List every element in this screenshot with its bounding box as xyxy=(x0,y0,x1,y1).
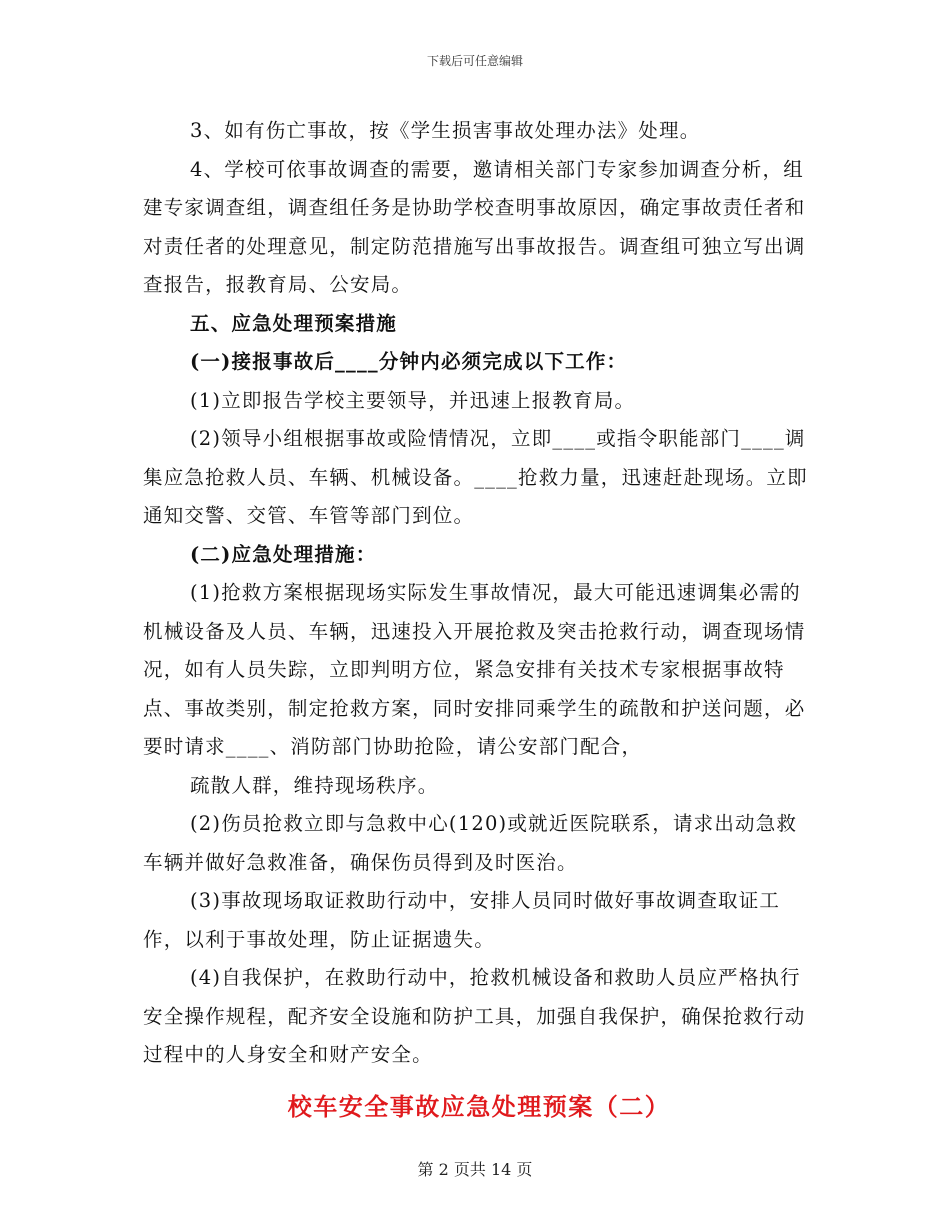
paragraph-self-protection: (4)自我保护，在救助行动中，抢救机械设备和救助人员应严格执行安全操作规程，配齐安全设施和防护工具，加强自我保护，确保抢救行动过程中的人身安全和财产安全。 xyxy=(143,966,806,1066)
page-footer-number: 第 2 页共 14 页 xyxy=(417,1160,533,1179)
paragraph-report-leaders: (1)立即报告学校主要领导，并迅速上报教育局。 xyxy=(190,388,636,412)
paragraph-rescue-plan: (1)抢救方案根据现场实际发生事故情况，最大可能迅速调集必需的机械设备及人员、车辆，迅速投入开展抢救及突击抢救行动，调查现场情况，如有人员失踪，立即判明方位，紧急安排有关技术专家根据事故特点、事故类别，制定抢救方案，同时安排同乘学生的疏散和护送问题，必要时请求____、消防部门协助抢险，请公安部门配合， xyxy=(143,581,806,758)
page-header-note: 下载后可任意编辑 xyxy=(426,54,523,68)
heading-subsection-one: (一)接报事故后____分钟内必须完成以下工作： xyxy=(190,350,628,373)
paragraph-evidence-collection: (3)事故现场取证救助行动中，安排人员同时做好事故调查取证工作，以利于事故处理，防止证据遗失。 xyxy=(143,889,781,951)
paragraph-investigation: 4、学校可依事故调查的需要，邀请相关部门专家参加调查分析，组建专家调查组，调查组任务是协助学校查明事故原因，确定事故责任者和对责任者的处理意见，制定防范措施写出事故报告。调查组可独立写出调查报告，报教育局、公安局。 xyxy=(143,157,806,296)
paragraph-injury-handling: 3、如有伤亡事故，按《学生损害事故处理办法》处理。 xyxy=(190,119,701,142)
paragraph-mobilize-rescue: (2)领导小组根据事故或险情情况，立即____或指令职能部门____调集应急抢救人员、车辆、机械设备。____抢救力量，迅速赶赴现场。立即通知交警、交管、车管等部门到位。 xyxy=(143,427,808,527)
heading-subsection-two: (二)应急处理措施： xyxy=(190,542,377,566)
paragraph-casualty-rescue: (2)伤员抢救立即与急救中心(120)或就近医院联系，请求出动急救车辆并做好急救准备，确保伤员得到及时医治。 xyxy=(143,812,798,874)
document-body xyxy=(143,112,815,1127)
heading-section-five: 五、应急处理预案措施 xyxy=(190,311,398,335)
paragraph-evacuate-crowd: 疏散人群，维持现场秩序。 xyxy=(190,773,439,797)
section-title-red: 校车安全事故应急处理预案（二） xyxy=(287,1091,671,1121)
